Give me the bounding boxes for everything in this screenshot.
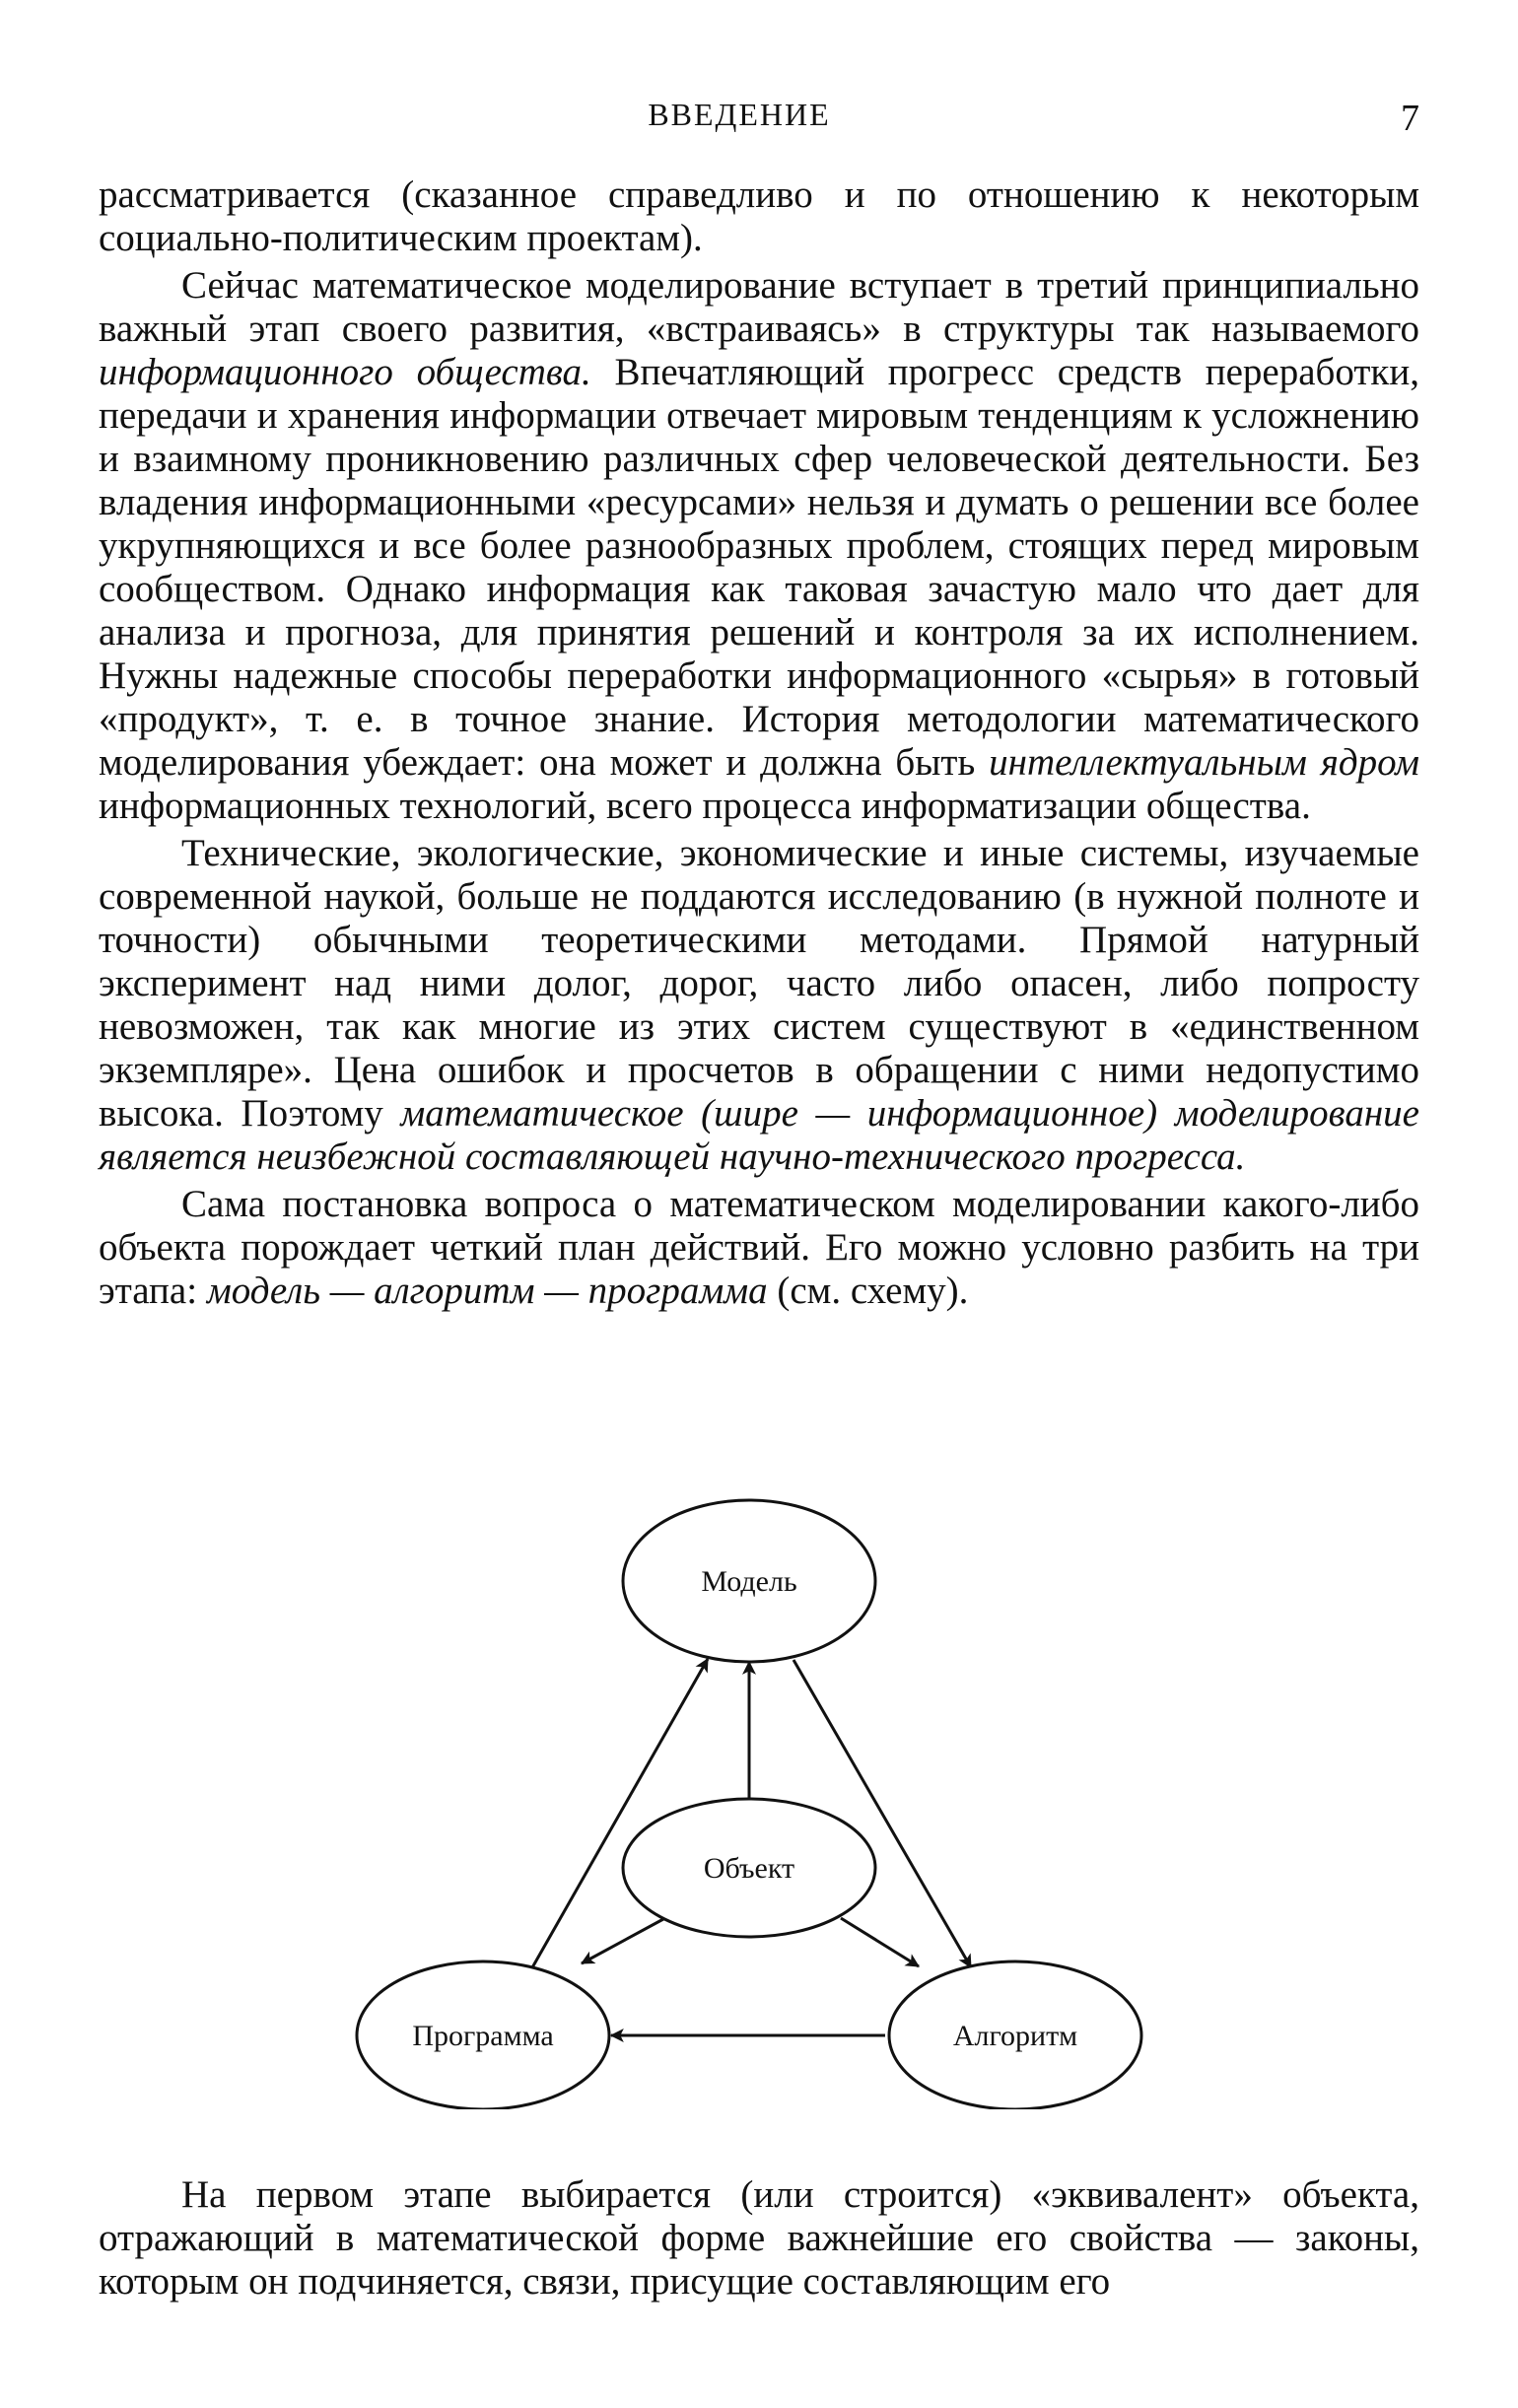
node-object — [623, 1799, 875, 1937]
paragraph-text: Сейчас математическое моделирование вступает в третий принципиально важный этап своего развития, «встраиваясь» в структуры так называемого — [99, 264, 1419, 350]
paragraph-first-stage — [99, 2173, 1419, 2304]
paragraph-text: Впечатляющий прогресс средств переработки, передачи и хранения информации отвечает мировым тенденциям к усложнению и взаимному проникновению различных сфер человеческой деятельности. Без владения информационными «ресурсами» нельзя и думать о решении все более укрупняющихся и все более разнообразных проблем, стоящих перед мировым сообществом. Однако информация как таковая зачастую мало что дает для анализа и прогноза, для принятия решений и контроля за их исполнением. Нужны надежные способы переработки информационного «сырья» в готовый «продукт», т. е. в точное знание. История методологии математического моделирования убеждает: она может и должна быть — [99, 351, 1419, 784]
paragraph-text: информационных технологий, всего процесса информатизации общества. — [99, 785, 1311, 827]
arrow-object-to-program — [582, 1919, 663, 1963]
paragraph-information-society — [99, 264, 1419, 828]
body-text-top — [99, 173, 1419, 1313]
node-object-label: Объект — [703, 1852, 795, 1885]
arrow-object-to-algorithm — [841, 1918, 919, 1966]
paragraph-systems — [99, 832, 1419, 1179]
emphasis-text: информационного общества. — [99, 351, 591, 393]
page-number: 7 — [1401, 98, 1419, 139]
node-model-label: Модель — [701, 1565, 797, 1598]
paragraph-text: На первом этапе выбирается (или строится) «эквивалент» объекта, отражающий в математической форме важнейшие его свойства — законы, которым он подчиняется, связи, присущие составляющим его — [99, 2173, 1419, 2303]
node-algorithm-label: Алгоритм — [952, 2020, 1078, 2052]
body-text-bottom — [99, 2173, 1419, 2304]
scheme-svg — [0, 1479, 1518, 2109]
paragraph-text: рассматривается (сказанное справедливо и по отношению к некоторым социально-политическим проектам). — [99, 173, 1419, 259]
node-program — [357, 1961, 609, 2109]
paragraph-plan — [99, 1183, 1419, 1313]
running-title: ВВЕДЕНИЕ — [648, 97, 831, 132]
paragraph-text: Сама постановка вопроса о математическом моделировании какого-либо объекта порождает четкий план действий. Его можно условно разбить на три этапа: — [99, 1183, 1419, 1312]
paragraph-continuation — [99, 173, 1419, 260]
node-model — [623, 1500, 875, 1662]
node-program-label: Программа — [412, 2020, 554, 2052]
running-head — [99, 97, 1419, 142]
paragraph-text: (см. схему). — [767, 1270, 969, 1312]
paragraph-text: Технические, экологические, экономические и иные системы, изучаемые современной наукой, больше не поддаются исследованию (в нужной полноте и точности) обычными теоретическими методами. Прямой натурный эксперимент над ними долог, дорог, часто либо опасен, либо попросту невозможен, так как многие из этих систем существуют в «единственном экземпляре». Цена ошибок и просчетов в обращении с ними недопустимо высока. Поэтому — [99, 832, 1419, 1135]
scheme-diagram — [0, 1479, 1518, 2109]
emphasis-text: интеллектуальным ядром — [989, 741, 1419, 784]
node-algorithm — [889, 1961, 1141, 2109]
emphasis-text: модель — алгоритм — программа — [206, 1270, 768, 1312]
emphasis-text: математическое (шире — информационное) моделирование является неизбежной составляющей научно-технического прогресса. — [99, 1092, 1419, 1178]
